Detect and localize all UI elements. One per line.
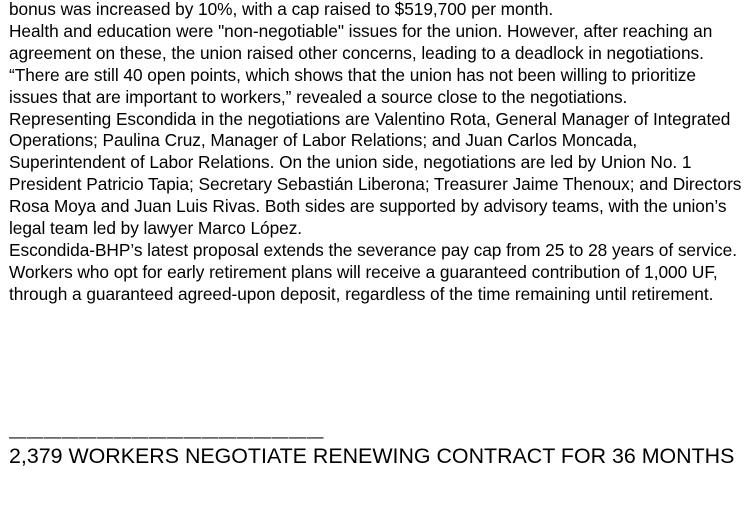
next-article-headline: 2,379 WORKERS NEGOTIATE RENEWING CONTRACT FOR 36 MONTHS bbox=[9, 444, 735, 468]
article-paragraph: Representing Escondida in the negotiations are Valentino Rota, General Manager of Integrated Operations; Paulina Cruz, Manager of Labor Relations; and Juan Carlos Moncada, Superintendent of Labor Relations. On the union side, negotiations are led by Union No. 1 President Patricio Tapia; Secretary Sebastián Liberona; Treasurer Jaime Thenoux; and Directors Rosa Moya and Juan Luis Rivas. Both sides are supported by advisory teams, with the union’s legal team led by lawyer Marco López. bbox=[9, 108, 742, 239]
section-separator: —————————————————— bbox=[9, 427, 324, 446]
article-body bbox=[9, 0, 745, 306]
article-paragraph: Health and education were "non-negotiable" issues for the union. However, after reaching an agreement on these, the union raised other concerns, leading to a deadlock in negotiations. bbox=[9, 20, 713, 63]
article-paragraph: bonus was increased by 10%, with a cap raised to $519,700 per month. bbox=[9, 0, 554, 19]
article-paragraph: Escondida-BHP’s latest proposal extends the severance pay cap from 25 to 28 years of service. Workers who opt for early retirement plans will receive a guaranteed contribution of 1,000 UF, through a guaranteed agreed-upon deposit, regardless of the time remaining until retirement. bbox=[9, 239, 737, 304]
article-paragraph: “There are still 40 open points, which shows that the union has not been willing to prioritize issues that are important to workers,” revealed a source close to the negotiations. bbox=[9, 64, 696, 107]
